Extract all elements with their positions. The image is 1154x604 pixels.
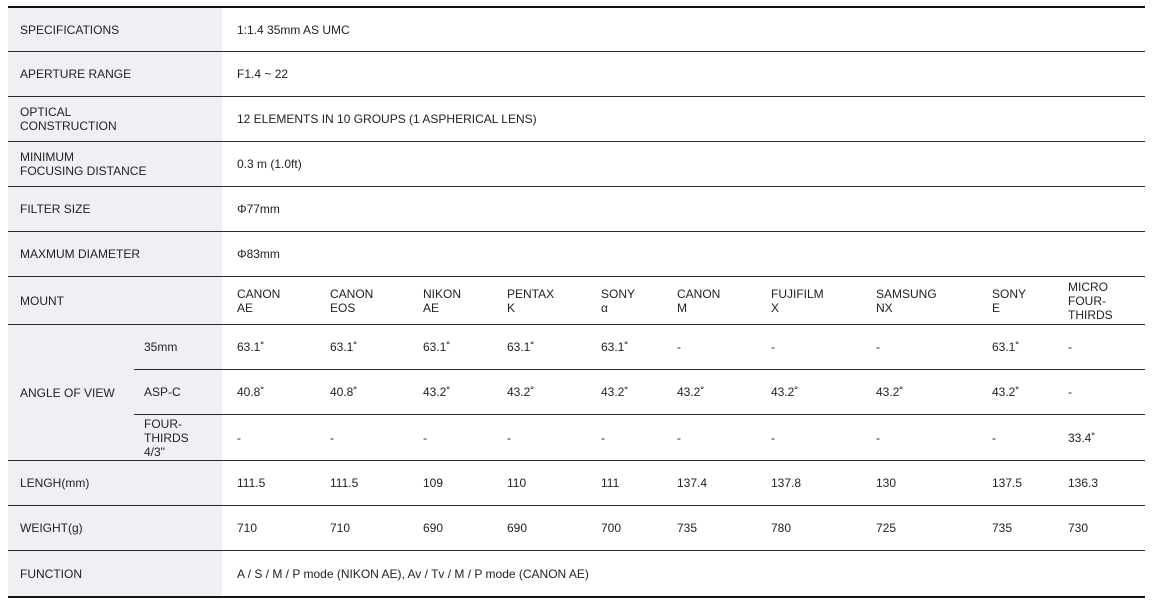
angle-cell: - (876, 430, 880, 445)
function-label: FUNCTION (20, 566, 82, 581)
angle-of-view-label: ANGLE OF VIEW (20, 385, 115, 400)
mount-cell: CANON AE (237, 286, 281, 315)
filter-label: FILTER SIZE (20, 202, 91, 216)
mount-cell: SAMSUNG NX (876, 286, 937, 315)
weight-cell: 780 (771, 521, 792, 535)
angle-sublabel: ASP-C (144, 385, 181, 399)
optical-value: 12 ELEMENTS IN 10 GROUPS (1 ASPHERICAL LENS) (237, 112, 537, 126)
length-cell: 111 (601, 476, 620, 490)
mount-cell: CANON M (677, 286, 721, 315)
mount-cell: CANON EOS (330, 286, 374, 315)
aperture-label: APERTURE RANGE (20, 67, 132, 81)
angle-cell: 43.2˚ (601, 385, 629, 399)
length-cell: 109 (423, 476, 444, 490)
angle-cell: 43.2˚ (507, 385, 535, 399)
angle-cell: - (992, 430, 996, 445)
length-cell: 111.5 (330, 476, 359, 490)
function-value: A / S / M / P mode (NIKON AE), Av / Tv / M / P mode (CANON AE) (237, 566, 589, 581)
angle-sublabel: FOUR- THIRDS 4/3" (144, 416, 189, 459)
angle-cell: - (330, 430, 334, 445)
mount-cell: NIKON AE (423, 286, 462, 315)
angle-cell: 63.1˚ (601, 340, 629, 354)
length-cell: 137.8 (771, 476, 802, 490)
weight-cell: 690 (507, 521, 528, 535)
length-cell: 130 (876, 476, 897, 490)
angle-cell: - (237, 430, 241, 445)
weight-cell: 735 (992, 521, 1013, 535)
weight-cell: 735 (677, 521, 698, 535)
weight-cell: 700 (601, 521, 622, 535)
mount-cell: SONY E (992, 286, 1027, 315)
weight-label: WEIGHT(g) (20, 521, 83, 535)
mount-label: MOUNT (20, 293, 64, 308)
angle-cell: - (771, 430, 775, 445)
length-cell: 137.4 (677, 476, 708, 490)
filter-value: Φ77mm (237, 202, 280, 216)
angle-cell: 43.2˚ (771, 385, 799, 399)
angle-cell: - (1068, 385, 1072, 399)
length-label: LENGH(mm) (20, 476, 90, 490)
angle-cell: - (876, 340, 880, 354)
mount-cell: SONY α (601, 286, 636, 315)
weight-cell: 725 (876, 521, 897, 535)
angle-cell: 40.8˚ (330, 385, 358, 399)
angle-cell: - (677, 430, 681, 445)
angle-cell: 40.8˚ (237, 385, 265, 399)
spec-table (8, 6, 1145, 598)
length-cell: 110 (507, 476, 527, 490)
length-cell: 111.5 (237, 476, 266, 490)
diameter-label: MAXMUM DIAMETER (20, 247, 140, 261)
angle-cell: 43.2˚ (992, 385, 1020, 399)
angle-cell: 63.1˚ (423, 340, 451, 354)
weight-cell: 730 (1068, 521, 1089, 535)
specifications-value: 1:1.4 35mm AS UMC (237, 22, 350, 37)
angle-cell: - (423, 430, 427, 445)
angle-cell: 63.1˚ (992, 340, 1020, 354)
angle-cell: - (601, 430, 605, 445)
specifications-label: SPECIFICATIONS (20, 22, 120, 37)
focusing-label: MINIMUM FOCUSING DISTANCE (20, 150, 147, 178)
angle-cell: 63.1˚ (330, 340, 358, 354)
angle-cell: - (771, 340, 775, 354)
mount-cell: FUJIFILM X (771, 286, 824, 315)
optical-label: OPTICAL CONSTRUCTION (20, 105, 117, 133)
diameter-value: Φ83mm (237, 247, 280, 261)
angle-cell: 43.2˚ (677, 385, 705, 399)
angle-cell: 43.2˚ (876, 385, 904, 399)
angle-cell: - (1068, 340, 1072, 354)
weight-cell: 710 (237, 521, 258, 535)
angle-cell: 33.4˚ (1068, 430, 1096, 445)
mount-cell: PENTAX K (507, 286, 555, 315)
length-cell: 136.3 (1068, 476, 1099, 490)
mount-cell: MICRO FOUR- THIRDS (1068, 279, 1113, 322)
angle-cell: - (507, 430, 511, 445)
weight-cell: 710 (330, 521, 351, 535)
angle-cell: - (677, 340, 681, 354)
weight-cell: 690 (423, 521, 444, 535)
angle-sublabel: 35mm (144, 340, 178, 354)
angle-cell: 43.2˚ (423, 385, 451, 399)
length-cell: 137.5 (992, 476, 1023, 490)
aperture-value: F1.4 ~ 22 (237, 67, 289, 81)
focusing-value: 0.3 m (1.0ft) (237, 157, 302, 171)
angle-cell: 63.1˚ (507, 340, 535, 354)
angle-cell: 63.1˚ (237, 340, 265, 354)
